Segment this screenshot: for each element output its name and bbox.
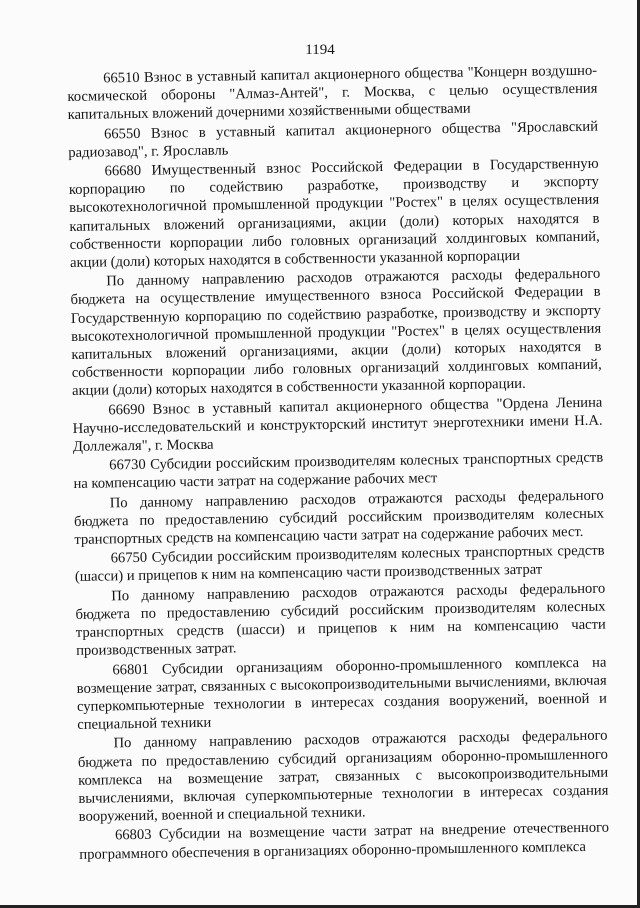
paragraph-66803: 66803 Субсидии на возмещение части затрат на внедрение отечественного программного обеспечения в организациях оборонно-промышленного комплекса [79, 819, 610, 863]
paragraph-66730: 66730 Субсидии российским производителям колесных транспортных средств на компенсацию части затрат на содержание рабочих мест [73, 449, 604, 493]
paragraph-66801-description: По данному направлению расходов отражаются расходы федерального бюджета по предоставлению субсидий организациям оборонно-промышленного комплекса на возмещение затрат, связанных с высокопроизводительными вычислениями, включая суперкомпьютерные технологии в интересах создания вооружений, военной и специальной техники. [77, 727, 609, 826]
page-number: 1194 [305, 42, 335, 58]
paragraph-66510: 66510 Взнос в уставный капитал акционерного общества "Концерн воздушно-космической обороны "Алмаз-Антей", г. Москва, с целью осуществления капитальных вложений дочерними хозяйственными обществами [67, 62, 598, 124]
paragraph-66750-description: По данному направлению расходов отражаются расходы федерального бюджета по предоставлению субсидий российским производителям колесных транспортных средств (шасси) и прицепов к ним на компенсацию части производственных затрат. [75, 580, 606, 660]
paragraph-66750: 66750 Субсидии российским производителям колесных транспортных средств (шасси) и прицепов к ним на компенсацию части производственных затрат [74, 542, 605, 586]
paragraph-66680-description: По данному направлению расходов отражаются расходы федерального бюджета на осуществление имущественного взноса Российской Федерации в Государственную корпорацию по содействию разработке, производству и экспорту высокотехнологичной промышленной продукции "Ростех" в целях осуществления капитальных вложений организациями, акции (доли) которых находятся в собственности корпорации либо головных организаций холдинговых компаний, акции (доли) которых находятся в собственности указанной корпорации. [70, 265, 602, 400]
paragraph-66801: 66801 Субсидии организациям оборонно-промышленного комплекса на возмещение затрат, связанных с высокопроизводительными вычислениями, включая суперкомпьютерные технологии в интересах создания вооружений, военной и специальной техники [76, 654, 608, 734]
paragraph-66680: 66680 Имущественный взнос Российской Федерации в Государственную корпорацию по содействию разработке, производству и экспорту высокотехнологичной промышленной продукции "Ростех" в целях осуществления капитальных вложений организациями, акции (доли) которых находятся в собственности корпорации либо головных организаций холдинговых компаний, акции (доли) которых находятся в собственности указанной корпорации [68, 155, 600, 272]
paragraph-66550: 66550 Взнос в уставный капитал акционерного общества "Ярославский радиозавод", г. Ярославль [68, 118, 599, 161]
paragraph-66730-description: По данному направлению расходов отражаются расходы федерального бюджета по предоставлению субсидий российским производителям колесных транспортных средств на компенсацию части затрат на содержание рабочих мест. [73, 487, 605, 549]
paragraph-66690: 66690 Взнос в уставный капитал акционерного общества "Ордена Ленина Научно-исследовательский и конструкторский институт энерготехники имени Н.А. Доллежаля", г. Москва [72, 394, 603, 456]
document-body [67, 62, 609, 865]
